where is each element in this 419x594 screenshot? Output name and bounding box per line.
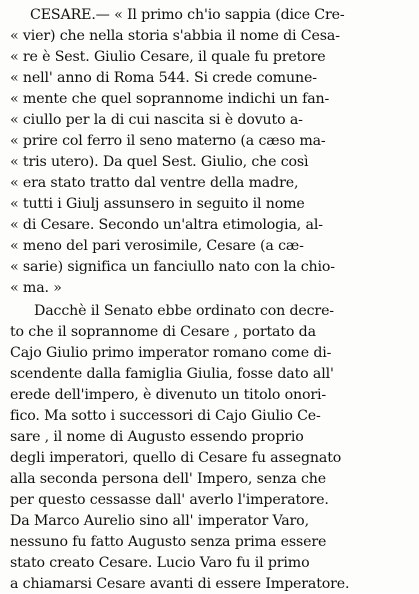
text-line: « era stato tratto dal ventre della madre, (10, 175, 299, 191)
text-line: « tris utero). Da quel Sest. Giulio, che così (10, 154, 309, 170)
text-line: « di Cesare. Secondo un'altra etimologia, al- (10, 217, 323, 233)
text-line: sare , il nome di Augusto essendo proprio (10, 429, 304, 445)
text-line: « ma. » (10, 280, 62, 296)
text-line: Cajo Giulio primo imperator romano come di- (10, 345, 332, 361)
text-line: « prire col ferro il seno materno (a cæso ma- (10, 133, 326, 149)
text-line: scendente dalla famiglia Giulia, fosse dato all' (10, 366, 334, 382)
text-line: « tutti i Giulj assunsero in seguito il nome (10, 196, 305, 212)
text-line: stato creato Cesare. Lucio Varo fu il primo (10, 555, 310, 571)
text-line: per questo cessasse dall' averlo l'imperatore. (10, 492, 329, 508)
text-line: a chiamarsi Cesare avanti di essere Imperatore. (10, 576, 350, 592)
text-line: « re è Sest. Giulio Cesare, il quale fu pretore (10, 49, 326, 65)
text-line: « mente che quel soprannome indichi un fan- (10, 91, 330, 107)
text-line: alla seconda persona dell' Impero, senza che (10, 471, 327, 487)
text-line: CESARE.— « Il primo ch'io sappia (dice Cre- (30, 7, 345, 23)
text-line: « nell' anno di Roma 544. Si crede comune- (10, 70, 317, 86)
text-line: to che il soprannome di Cesare , portato da (10, 324, 316, 340)
text-line: Da Marco Aurelio sino all' imperator Varo, (10, 513, 309, 529)
text-line: Dacchè il Senato ebbe ordinato con decre- (34, 303, 334, 319)
text-line: « vier) che nella storia s'abbia il nome di Cesa- (10, 28, 340, 44)
text-line: « sarie) significa un fanciullo nato con la chio- (10, 259, 335, 275)
text-line: « ciullo per la di cui nascita si è dovuto a- (10, 112, 303, 128)
text-line: « meno del pari verosimile, Cesare (a cæ- (10, 238, 304, 254)
text-line: erede dell'impero, è divenuto un titolo onori- (10, 387, 327, 403)
text-line: nessuno fu fatto Augusto senza prima essere (10, 534, 327, 550)
text-line: degli imperatori, quello di Cesare fu assegnato (10, 450, 342, 466)
text-line: fico. Ma sotto i successori di Cajo Giulio Ce- (10, 408, 321, 424)
